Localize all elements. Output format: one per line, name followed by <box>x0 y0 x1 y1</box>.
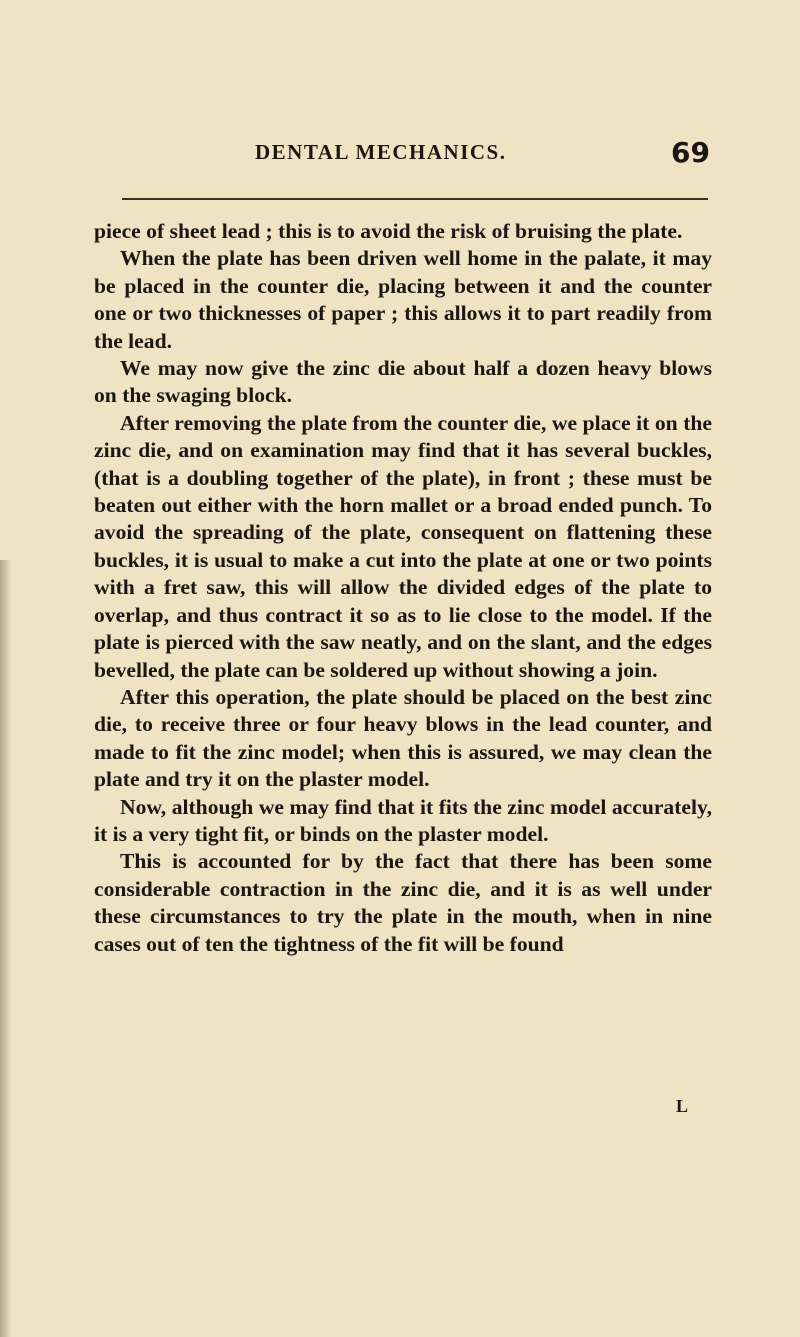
body-text <box>94 218 712 958</box>
paragraph: Now, although we may find that it fits the zinc model accurately, it is a very tight fit, or binds on the plaster model. <box>94 794 712 846</box>
paragraph: We may now give the zinc die about half a dozen heavy blows on the swaging block. <box>94 356 712 408</box>
signature-mark: L <box>676 1096 690 1116</box>
paragraph: This is accounted for by the fact that there has been some considerable contraction in the zinc die, and it is as well under these circumstances to try the plate in the mouth, when in nine cases out of ten the tightness of the fit will be found <box>94 849 712 956</box>
paragraph: After this operation, the plate should be placed on the best zinc die, to receive three or four heavy blows in the lead counter, and made to fit the zinc model; when this is assured, we may clean the plate and try it on the plaster model. <box>94 684 712 792</box>
running-head <box>95 136 710 180</box>
paragraph: When the plate has been driven well home in the palate, it may be placed in the counter die, placing between it and the counter one or two thicknesses of paper ; this allows it to part readily from the lead. <box>94 246 712 353</box>
paragraph-continuation: piece of sheet lead ; this is to avoid the risk of bruising the plate. <box>94 219 683 243</box>
paragraph: After removing the plate from the counter die, we place it on the zinc die, and on examination may find that it has several buckles, (that is a doubling together of the plate), in front ; these must be beaten out either with the horn mallet or a broad ended punch. To avoid the spreading of the plate, consequent on flattening these buckles, it is usual to make a cut into the plate at one or two points with a fret saw, this will allow the divided edges of the plate to overlap, and thus contract it so as to lie close to the model. If the plate is pierced with the saw neatly, and on the slant, and the edges bevelled, the plate can be soldered up without showing a join. <box>94 410 712 682</box>
page-number: 69 <box>671 136 710 169</box>
running-title: DENTAL MECHANICS. <box>255 140 507 164</box>
header-rule <box>122 198 708 200</box>
page-gutter-shadow <box>0 560 12 1337</box>
